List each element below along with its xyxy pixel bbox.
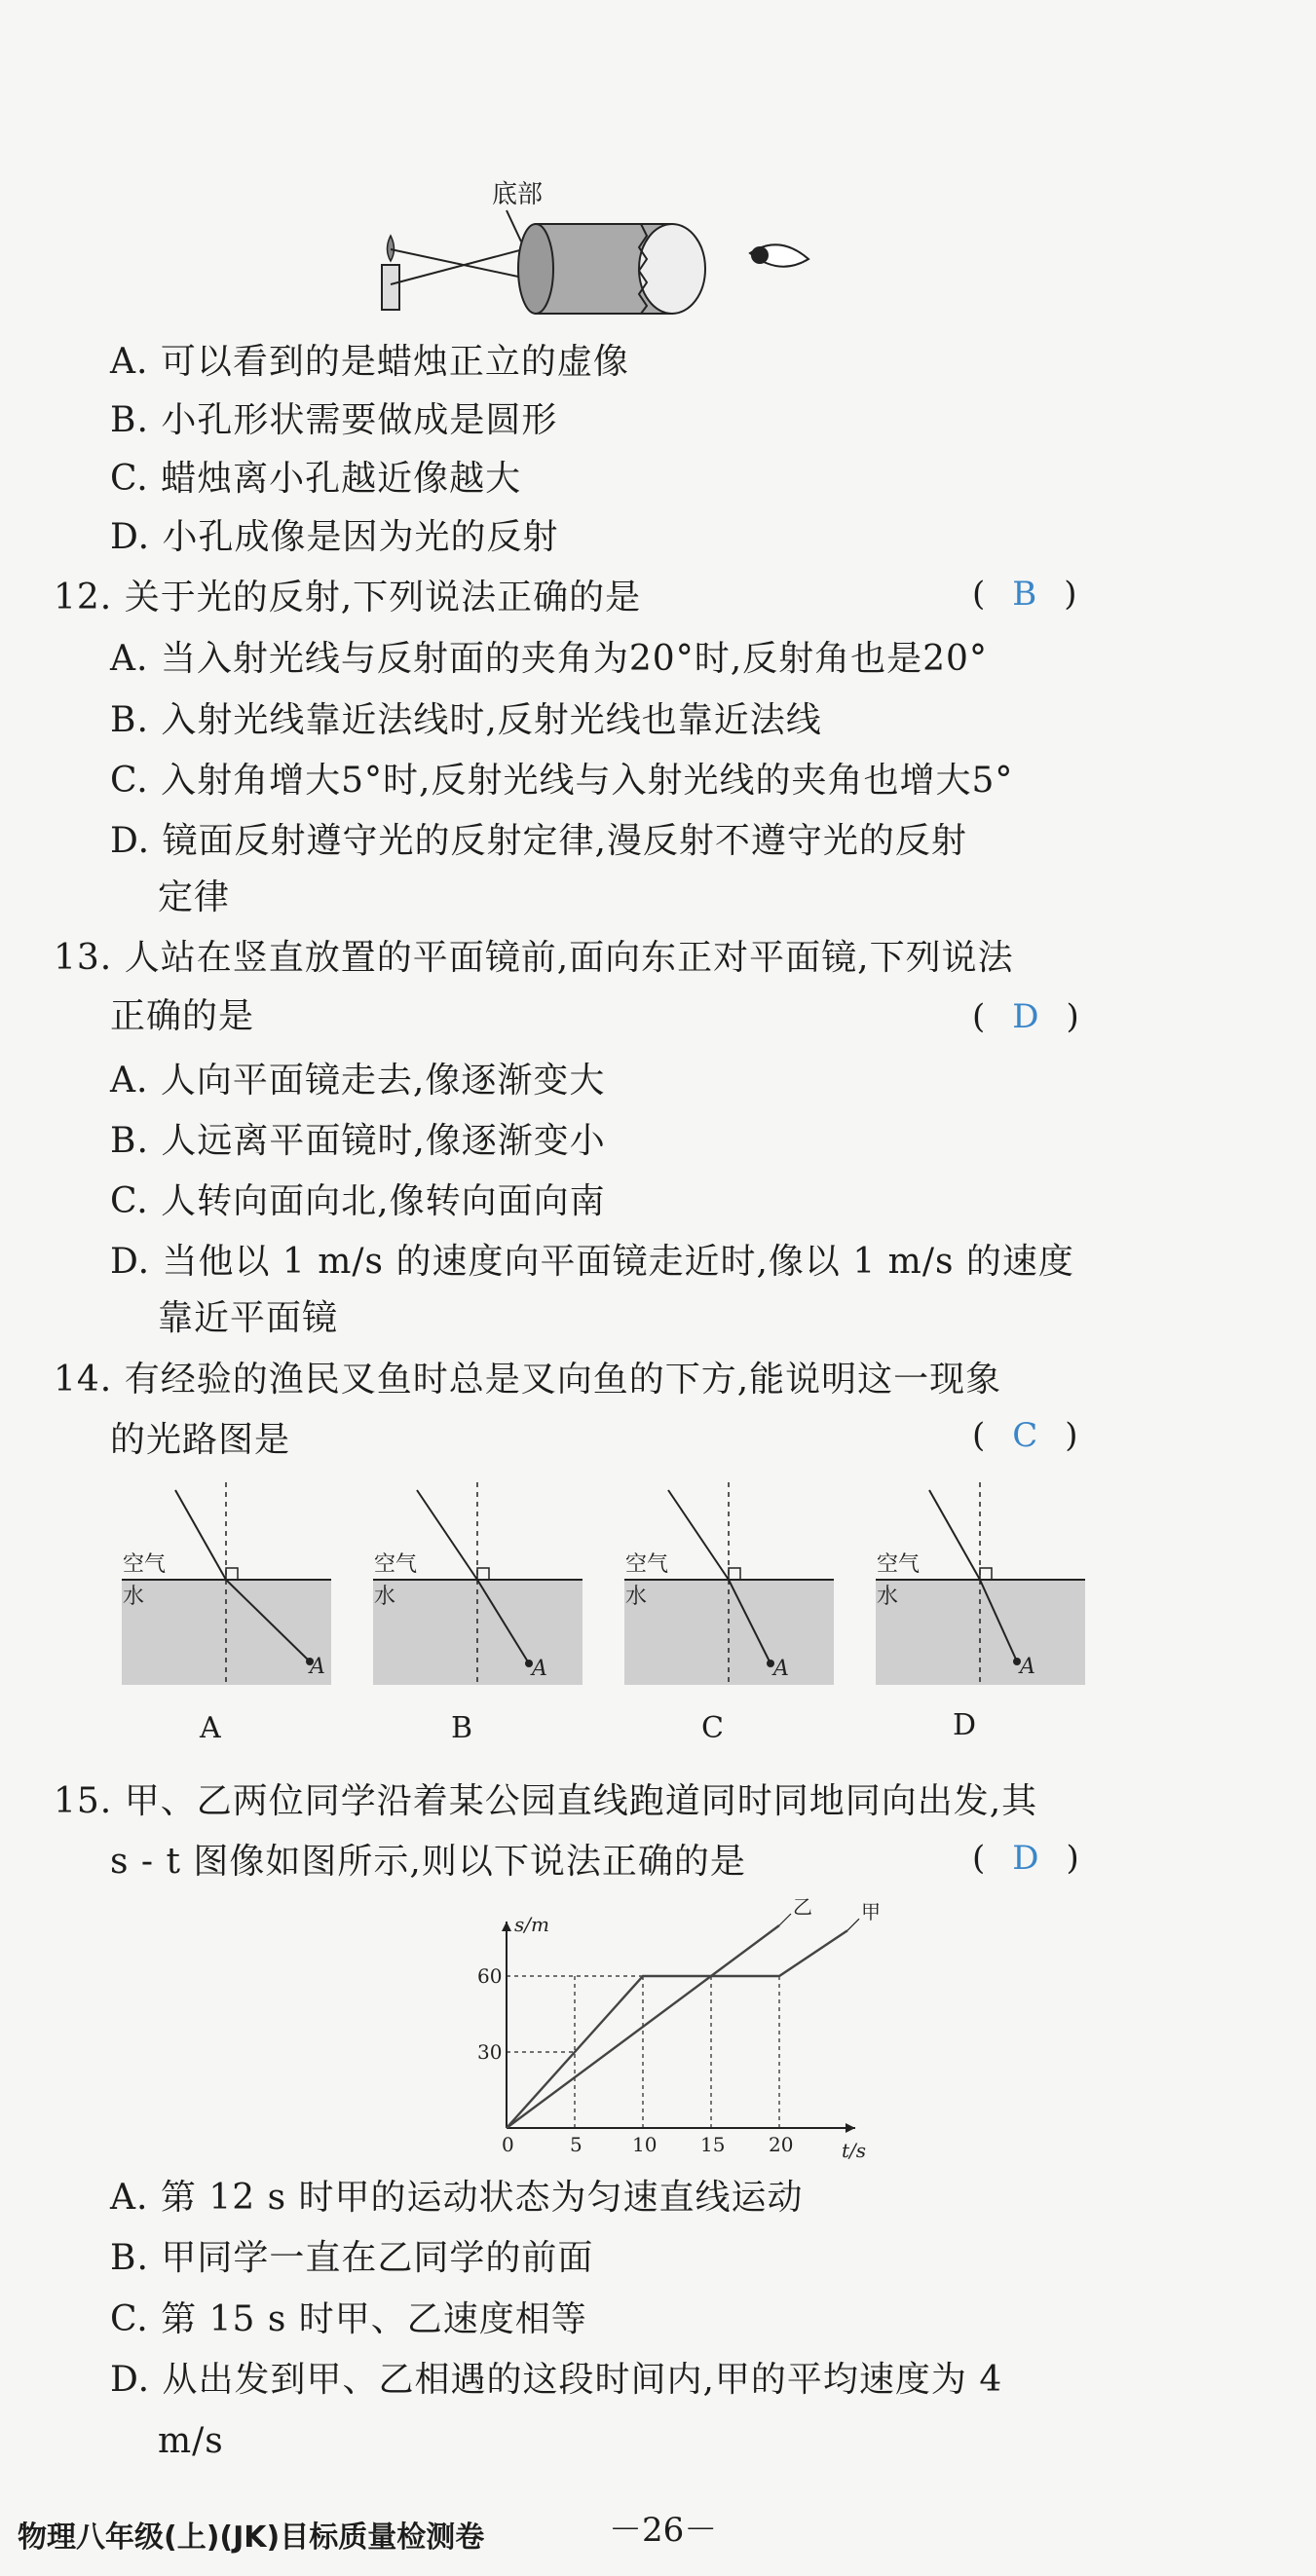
q14-caption-d: D <box>953 1708 977 1742</box>
q12-stem: 12. 关于光的反射,下列说法正确的是 <box>54 578 642 617</box>
x-tick-label: 10 <box>632 2133 658 2156</box>
water-label: 水 <box>123 1585 145 1609</box>
q13-option-b: B. 人远离平面镜时,像逐渐变小 <box>110 1121 606 1161</box>
q14-diagrams <box>117 1471 1101 1695</box>
page-number: －26－ <box>609 2511 718 2550</box>
q13-stem-2: 正确的是 <box>110 996 255 1036</box>
eye-icon <box>750 244 808 266</box>
bottom-label: 底部 <box>492 179 544 208</box>
q12-option-d-cont: 定律 <box>158 877 231 917</box>
series-label: 乙 <box>793 1895 812 1919</box>
air-label: 空气 <box>374 1552 418 1577</box>
x-tick-label: 15 <box>700 2133 726 2156</box>
q15-option-a: A. 第 12 s 时甲的运动状态为匀速直线运动 <box>110 2178 804 2218</box>
pinhole-camera-figure <box>360 175 828 321</box>
q12-option-b: B. 入射光线靠近法线时,反射光线也靠近法线 <box>110 700 822 740</box>
x-axis-arrow <box>846 2123 855 2133</box>
series-label: 甲 <box>861 1900 881 1924</box>
x-tick-label: 0 <box>502 2133 514 2156</box>
diagram-b <box>373 1482 583 1685</box>
x-axis-label: t/s <box>842 2139 867 2162</box>
q11-option-b: B. 小孔形状需要做成是圆形 <box>110 400 558 440</box>
q13-option-d: D. 当他以 1 m/s 的速度向平面镜走近时,像以 1 m/s 的速度 <box>110 1242 1074 1282</box>
q14-answer: ( C ) <box>972 1416 1078 1455</box>
q12-answer: ( B ) <box>972 575 1077 614</box>
q14-stem-1: 14. 有经验的渔民叉鱼时总是叉向鱼的下方,能说明这一现象 <box>54 1360 1002 1400</box>
q11-option-d: D. 小孔成像是因为光的反射 <box>110 517 559 557</box>
q13-option-c: C. 人转向面向北,像转向面向南 <box>110 1181 606 1221</box>
air-label: 空气 <box>123 1552 167 1577</box>
q11-option-a: A. 可以看到的是蜡烛正立的虚像 <box>110 342 629 382</box>
q12-option-d: D. 镜面反射遵守光的反射定律,漫反射不遵守光的反射 <box>110 821 967 861</box>
q15-option-b: B. 甲同学一直在乙同学的前面 <box>110 2238 594 2278</box>
q15-stem-1: 15. 甲、乙两位同学沿着某公园直线跑道同时同地同向出发,其 <box>54 1781 1038 1821</box>
point-a-label: A <box>310 1655 325 1679</box>
series-line-jia <box>507 1930 847 2128</box>
q15-answer: ( D ) <box>972 1839 1079 1878</box>
water-label: 水 <box>625 1585 648 1609</box>
q11-option-c: C. 蜡烛离小孔越近像越大 <box>110 459 522 499</box>
point-a-label: A <box>773 1657 789 1681</box>
st-graph <box>458 1889 881 2162</box>
q13-option-d-cont: 靠近平面镜 <box>158 1298 339 1338</box>
y-tick-label: 30 <box>477 2040 503 2064</box>
water-label: 水 <box>877 1585 899 1609</box>
series-leader <box>779 1914 791 1925</box>
q13-answer: ( D ) <box>972 997 1079 1036</box>
series-line-yi <box>507 1925 779 2128</box>
point-a-label: A <box>532 1657 547 1681</box>
air-label: 空气 <box>625 1552 669 1577</box>
diagram-d <box>876 1482 1085 1685</box>
footer-title: 物理八年级(上)(JK)目标质量检测卷 <box>18 2520 485 2555</box>
q13-stem-1: 13. 人站在竖直放置的平面镜前,面向东正对平面镜,下列说法 <box>54 938 1014 978</box>
air-label: 空气 <box>877 1552 921 1577</box>
q14-caption-a: A <box>200 1711 221 1745</box>
q15-option-d-cont: m/s <box>158 2421 224 2461</box>
q12-option-c: C. 入射角增大5°时,反射光线与入射光线的夹角也增大5° <box>110 761 1014 801</box>
diagram-c <box>624 1482 834 1685</box>
q15-stem-2: s - t 图像如图所示,则以下说法正确的是 <box>110 1842 746 1882</box>
q15-option-c: C. 第 15 s 时甲、乙速度相等 <box>110 2299 587 2339</box>
water-label: 水 <box>374 1585 396 1609</box>
point-a-label: A <box>1020 1655 1035 1679</box>
x-tick-label: 20 <box>769 2133 794 2156</box>
q14-caption-c: C <box>701 1711 724 1745</box>
x-tick-label: 5 <box>570 2133 583 2156</box>
q14-stem-2: 的光路图是 <box>110 1420 291 1460</box>
y-tick-label: 60 <box>477 1964 503 1988</box>
diagram-a <box>122 1482 331 1685</box>
q15-option-d: D. 从出发到甲、乙相遇的这段时间内,甲的平均速度为 4 <box>110 2360 1003 2400</box>
series-leader <box>847 1919 859 1930</box>
y-axis-arrow <box>502 1922 511 1931</box>
q14-caption-b: B <box>451 1711 473 1745</box>
y-axis-label: s/m <box>514 1913 549 1936</box>
q13-option-a: A. 人向平面镜走去,像逐渐变大 <box>110 1061 606 1101</box>
q12-option-a: A. 当入射光线与反射面的夹角为20°时,反射角也是20° <box>110 639 988 679</box>
candle-icon <box>382 265 399 310</box>
